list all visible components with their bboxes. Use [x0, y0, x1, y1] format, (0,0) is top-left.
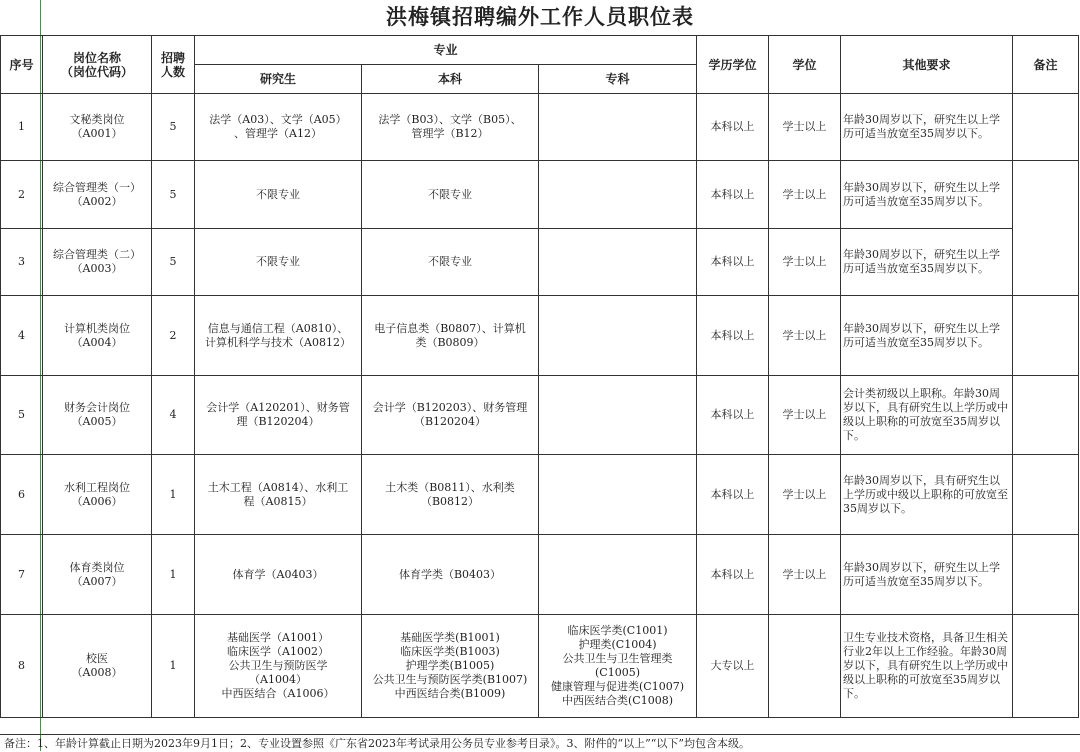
- row-bachelor-major: 土木类（B0811）、水利类 （B0812）: [362, 455, 539, 535]
- header-bachelor: 本科: [362, 65, 539, 94]
- row-seq: 6: [1, 455, 43, 535]
- table-row: [1, 94, 1079, 161]
- row-bachelor-major: 基础医学类(B1001) 临床医学类(B1003) 护理学类(B1005) 公共卫生与预防医学类(B1007) 中西医结合类(B1009): [362, 615, 539, 718]
- row-seq: 3: [1, 229, 43, 296]
- row-graduate-major: 不限专业: [195, 161, 362, 229]
- row-seq: 5: [1, 376, 43, 455]
- row-graduate-major: 法学（A03）、文学（A05） 、管理学（A12）: [195, 94, 362, 161]
- position-table: [0, 35, 1079, 718]
- row-college-major: [539, 376, 697, 455]
- row-remark: [1013, 161, 1079, 229]
- header-college: 专科: [539, 65, 697, 94]
- row-education: 本科以上: [697, 376, 769, 455]
- table-row: [1, 376, 1079, 455]
- row-remark: [1013, 535, 1079, 615]
- row-count: 1: [152, 455, 195, 535]
- table-row: [1, 296, 1079, 376]
- header-major: 专业: [195, 36, 697, 65]
- table-row: [1, 615, 1079, 718]
- row-position: 综合管理类（一） （A002）: [43, 161, 152, 229]
- row-other-requirements: 年龄30周岁以下，研究生以上学历可适当放宽至35周岁以下。: [841, 94, 1013, 161]
- row-remark: [1013, 376, 1079, 455]
- row-position: 计算机类岗位 （A004）: [43, 296, 152, 376]
- row-graduate-major: 会计学（A120201）、财务管 理（B120204）: [195, 376, 362, 455]
- footnote: 备注：1、年龄计算截止日期为2023年9月1日；2、专业设置参照《广东省2023年考试录用公务员专业参考目录》。3、附件的“以上”“以下”均包含本级。: [0, 734, 1080, 752]
- row-degree: 学士以上: [769, 455, 841, 535]
- row-seq: 7: [1, 535, 43, 615]
- row-remark: [1013, 296, 1079, 376]
- page-title: 洪梅镇招聘编外工作人员职位表: [386, 4, 694, 29]
- row-graduate-major: 体育学（A0403）: [195, 535, 362, 615]
- row-seq: 2: [1, 161, 43, 229]
- row-count: 5: [152, 94, 195, 161]
- row-degree: 学士以上: [769, 94, 841, 161]
- row-college-major: [539, 296, 697, 376]
- row-count: 1: [152, 615, 195, 718]
- row-graduate-major: 土木工程（A0814）、水利工 程（A0815）: [195, 455, 362, 535]
- row-education: 本科以上: [697, 229, 769, 296]
- table-row: [1, 455, 1079, 535]
- row-college-major: [539, 535, 697, 615]
- table-row: [1, 161, 1079, 229]
- header-count: 招聘 人数: [152, 36, 195, 94]
- row-graduate-major: 不限专业: [195, 229, 362, 296]
- row-seq: 4: [1, 296, 43, 376]
- header-remark: 备注: [1013, 36, 1079, 94]
- row-education: 大专以上: [697, 615, 769, 718]
- row-count: 5: [152, 229, 195, 296]
- table-row: [1, 229, 1079, 296]
- row-bachelor-major: 法学（B03）、文学（B05）、 管理学（B12）: [362, 94, 539, 161]
- row-position: 水利工程岗位 （A006）: [43, 455, 152, 535]
- row-college-major: [539, 161, 697, 229]
- row-seq: 8: [1, 615, 43, 718]
- header-seq: 序号: [1, 36, 43, 94]
- row-degree: 学士以上: [769, 161, 841, 229]
- row-college-major: [539, 94, 697, 161]
- row-other-requirements: 卫生专业技术资格，具备卫生相关行业2年以上工作经验。年龄30周岁以下，具有研究生以上学历或中级以上职称的可放宽至35周岁以下。: [841, 615, 1013, 718]
- row-position: 体育类岗位 （A007）: [43, 535, 152, 615]
- row-college-major: [539, 229, 697, 296]
- header-position: 岗位名称 （岗位代码）: [43, 36, 152, 94]
- row-bachelor-major: 体育学类（B0403）: [362, 535, 539, 615]
- row-graduate-major: 信息与通信工程（A0810）、 计算机科学与技术（A0812）: [195, 296, 362, 376]
- row-college-major: [539, 455, 697, 535]
- row-college-major: 临床医学类(C1001) 护理类(C1004) 公共卫生与卫生管理类 (C1005) 健康管理与促进类(C1007) 中西医结合类(C1008): [539, 615, 697, 718]
- row-other-requirements: 年龄30周岁以下，研究生以上学历可适当放宽至35周岁以下。: [841, 161, 1013, 229]
- row-degree: 学士以上: [769, 229, 841, 296]
- row-remark: [1013, 615, 1079, 718]
- row-education: 本科以上: [697, 94, 769, 161]
- header-other: 其他要求: [841, 36, 1013, 94]
- row-degree: [769, 615, 841, 718]
- row-other-requirements: 会计类初级以上职称。年龄30周岁以下，具有研究生以上学历或中级以上职称的可放宽至35周岁以下。: [841, 376, 1013, 455]
- row-count: 5: [152, 161, 195, 229]
- row-count: 2: [152, 296, 195, 376]
- row-position: 综合管理类（二） （A003）: [43, 229, 152, 296]
- header-graduate: 研究生: [195, 65, 362, 94]
- row-other-requirements: 年龄30周岁以下，研究生以上学历可适当放宽至35周岁以下。: [841, 296, 1013, 376]
- row-graduate-major: 基础医学（A1001） 临床医学（A1002） 公共卫生与预防医学 （A1004） 中西医结合（A1006）: [195, 615, 362, 718]
- row-count: 1: [152, 535, 195, 615]
- row-bachelor-major: 电子信息类（B0807）、计算机 类（B0809）: [362, 296, 539, 376]
- row-education: 本科以上: [697, 455, 769, 535]
- row-bachelor-major: 不限专业: [362, 161, 539, 229]
- row-seq: 1: [1, 94, 43, 161]
- row-position: 校医 （A008）: [43, 615, 152, 718]
- row-degree: 学士以上: [769, 296, 841, 376]
- row-education: 本科以上: [697, 535, 769, 615]
- row-remark: [1013, 455, 1079, 535]
- row-remark: [1013, 229, 1079, 296]
- row-bachelor-major: 不限专业: [362, 229, 539, 296]
- row-degree: 学士以上: [769, 376, 841, 455]
- row-bachelor-major: 会计学（B120203）、财务管理 （B120204）: [362, 376, 539, 455]
- row-other-requirements: 年龄30周岁以下，研究生以上学历可适当放宽至35周岁以下。: [841, 229, 1013, 296]
- row-position: 财务会计岗位 （A005）: [43, 376, 152, 455]
- row-other-requirements: 年龄30周岁以下，研究生以上学历可适当放宽至35周岁以下。: [841, 535, 1013, 615]
- row-degree: 学士以上: [769, 535, 841, 615]
- row-position: 文秘类岗位 （A001）: [43, 94, 152, 161]
- header-degree: 学位: [769, 36, 841, 94]
- row-count: 4: [152, 376, 195, 455]
- row-education: 本科以上: [697, 296, 769, 376]
- row-other-requirements: 年龄30周岁以下，具有研究生以上学历或中级以上职称的可放宽至35周岁以下。: [841, 455, 1013, 535]
- table-row: [1, 535, 1079, 615]
- row-education: 本科以上: [697, 161, 769, 229]
- row-remark: [1013, 94, 1079, 161]
- header-education: 学历学位: [697, 36, 769, 94]
